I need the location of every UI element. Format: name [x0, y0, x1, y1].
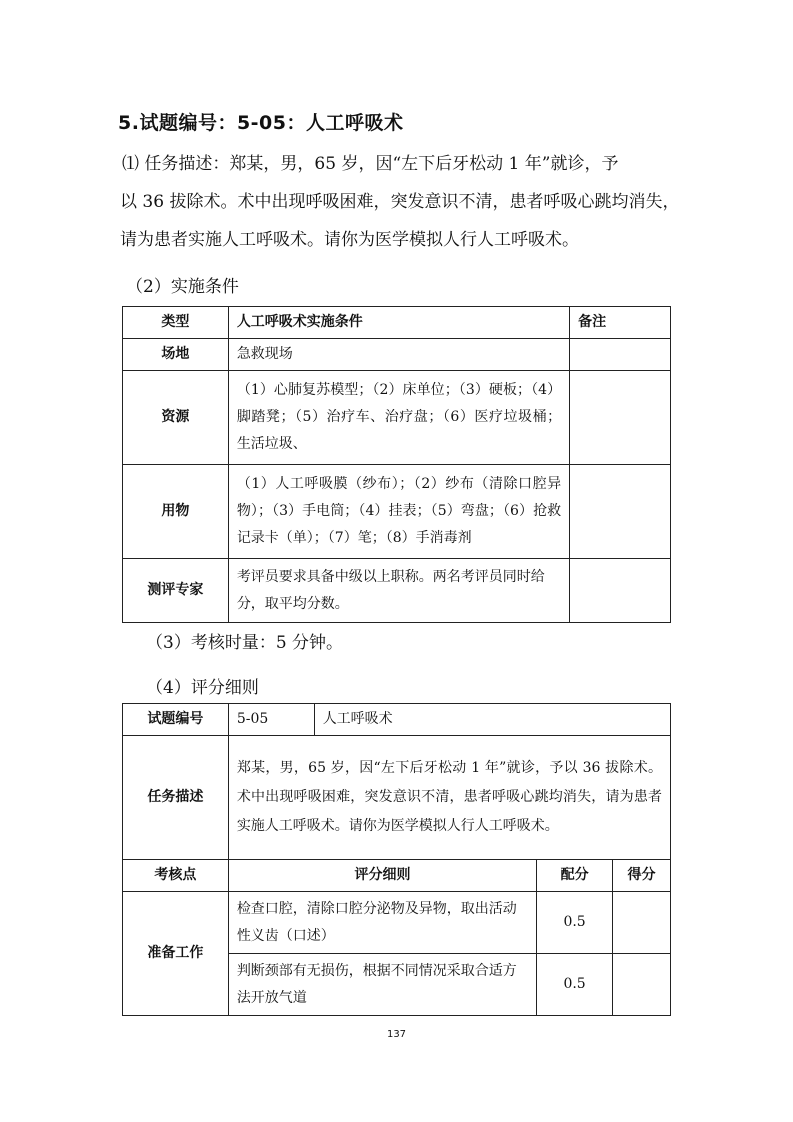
- header-points: 配分: [537, 860, 613, 892]
- task-description: [122, 145, 682, 259]
- id-value: 5-05: [228, 704, 314, 736]
- conditions-header-row: [123, 307, 671, 339]
- page-number: 137: [386, 1029, 407, 1040]
- header-type: 类型: [123, 307, 229, 339]
- row-note: [570, 339, 671, 371]
- id-label: 试题编号: [123, 704, 229, 736]
- header-checkpoint: 考核点: [123, 860, 229, 892]
- header-score: 得分: [613, 860, 671, 892]
- row-type: 场地: [123, 339, 229, 371]
- item-points: 0.5: [537, 892, 613, 954]
- desc-text: 郑某，男，65 岁，因“左下后牙松动 1 年”就诊，予以 36 拔除术。术中出现呼吸困难，突发意识不清，患者呼吸心跳均消失，请为患者实施人工呼吸术。请你为医学模拟人行人工呼吸术。: [228, 736, 670, 860]
- row-note: [570, 559, 671, 623]
- row-type: 资源: [123, 371, 229, 465]
- task-description-line-3: 请为患者实施人工呼吸术。请你为医学模拟人行人工呼吸术。: [120, 230, 579, 250]
- conditions-row: [123, 559, 671, 623]
- row-content: 考评员要求具备中级以上职称。两名考评员同时给分，取平均分数。: [228, 559, 569, 623]
- scoring-header-row: [123, 860, 671, 892]
- item-detail: 判断颈部有无损伤，根据不同情况采取合适方法开放气道: [228, 954, 536, 1016]
- scoring-table: [122, 703, 671, 1016]
- task-name: 人工呼吸术: [314, 704, 670, 736]
- scoring-title: （4）评分细则: [146, 678, 259, 698]
- conditions-title: （2）实施条件: [126, 277, 239, 297]
- time-limit: （3）考核时量：5 分钟。: [146, 633, 344, 653]
- task-description-line-1: ⑴ 任务描述：郑某，男，65 岁，因“左下后牙松动 1 年”就诊，予: [122, 154, 619, 174]
- task-description-line-2: 以 36 拔除术。术中出现呼吸困难，突发意识不清，患者呼吸心跳均消失，: [120, 192, 680, 212]
- conditions-row: [123, 371, 671, 465]
- desc-label: 任务描述: [123, 736, 229, 860]
- header-criteria: 评分细则: [228, 860, 536, 892]
- row-type: 测评专家: [123, 559, 229, 623]
- conditions-table: [122, 306, 671, 623]
- row-type: 用物: [123, 465, 229, 559]
- row-content: （1）人工呼吸膜（纱布）；（2）纱布（清除口腔异物）；（3）手电筒；（4）挂表；（5）弯盘；（6）抢救记录卡（单）；（7）笔；（8）手消毒剂: [228, 465, 569, 559]
- scoring-item-row: [123, 892, 671, 954]
- row-note: [570, 371, 671, 465]
- header-conditions: 人工呼吸术实施条件: [228, 307, 569, 339]
- conditions-row: [123, 465, 671, 559]
- page-heading: 5.试题编号：5-05：人工呼吸术: [118, 112, 404, 134]
- scoring-desc-row: [123, 736, 671, 860]
- row-content: 急救现场: [228, 339, 569, 371]
- conditions-row: [123, 339, 671, 371]
- item-detail: 检查口腔，清除口腔分泌物及异物，取出活动性义齿（口述）: [228, 892, 536, 954]
- header-note: 备注: [570, 307, 671, 339]
- section-label: 准备工作: [123, 892, 229, 1016]
- scoring-id-row: [123, 704, 671, 736]
- row-note: [570, 465, 671, 559]
- row-content: （1）心肺复苏模型；（2）床单位；（3）硬板；（4）脚踏凳；（5）治疗车、治疗盘；（6）医疗垃圾桶；生活垃圾、: [228, 371, 569, 465]
- item-score: [613, 954, 671, 1016]
- item-score: [613, 892, 671, 954]
- item-points: 0.5: [537, 954, 613, 1016]
